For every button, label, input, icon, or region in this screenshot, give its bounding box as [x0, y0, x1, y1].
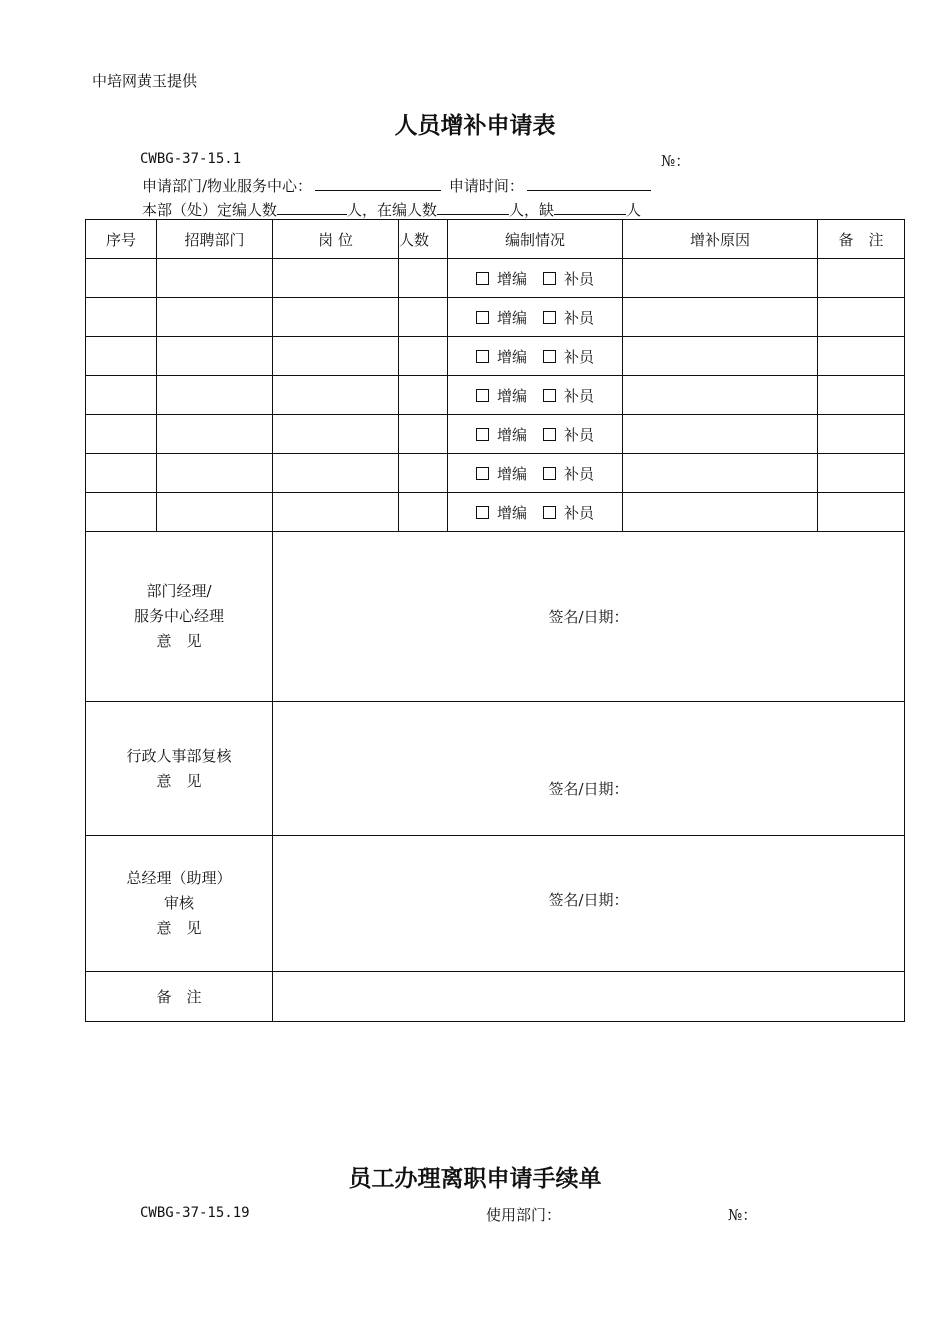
option-add[interactable] [476, 463, 527, 484]
form-title: 人员增补申请表 [394, 113, 556, 139]
cell-position[interactable] [273, 298, 399, 337]
cell-staffing [448, 454, 623, 493]
table-header-row [86, 220, 905, 259]
cell-staffing [448, 337, 623, 376]
option-fill[interactable] [543, 424, 594, 445]
cell-count[interactable] [399, 454, 448, 493]
cell-seq[interactable] [86, 415, 157, 454]
approval-opinion-gm[interactable] [273, 836, 905, 972]
option-fill-label: 补员 [564, 464, 595, 483]
checkbox-icon[interactable] [476, 350, 489, 363]
option-add-label: 增编 [496, 386, 527, 405]
option-add[interactable] [476, 385, 527, 406]
form-number-label: №： [661, 152, 691, 170]
cell-seq[interactable] [86, 376, 157, 415]
form2-code: CWBG-37-15.19 [140, 1205, 250, 1221]
remark-row [86, 972, 905, 1022]
option-add[interactable] [476, 346, 527, 367]
dept-input-line[interactable] [315, 176, 441, 191]
cell-dept[interactable] [157, 454, 273, 493]
cell-reason[interactable] [623, 493, 818, 532]
remark-label: 备 注 [86, 972, 273, 1022]
checkbox-icon[interactable] [543, 272, 556, 285]
table-row [86, 337, 905, 376]
cell-staffing [448, 259, 623, 298]
checkbox-icon[interactable] [476, 311, 489, 324]
cell-dept[interactable] [157, 376, 273, 415]
option-fill[interactable] [543, 385, 594, 406]
approval-row-dept-manager [86, 532, 905, 702]
table-row [86, 454, 905, 493]
approval-label-line: 服务中心经理 [133, 607, 224, 625]
cell-remark[interactable] [818, 493, 905, 532]
option-fill[interactable] [543, 307, 594, 328]
cell-dept[interactable] [157, 415, 273, 454]
cell-position[interactable] [273, 337, 399, 376]
cell-remark[interactable] [818, 337, 905, 376]
option-add-label: 增编 [496, 347, 527, 366]
form2-title: 员工办理离职申请手续单 [348, 1166, 602, 1192]
checkbox-icon[interactable] [476, 389, 489, 402]
cell-count[interactable] [399, 415, 448, 454]
option-fill[interactable] [543, 463, 594, 484]
cell-dept[interactable] [157, 298, 273, 337]
checkbox-icon[interactable] [543, 506, 556, 519]
option-add[interactable] [476, 307, 527, 328]
option-add-label: 增编 [496, 425, 527, 444]
dept-line [142, 175, 654, 196]
col-header-position: 岗 位 [273, 220, 399, 259]
approval-opinion-hr-review[interactable] [273, 702, 905, 836]
cell-remark[interactable] [818, 298, 905, 337]
approval-row-hr-review [86, 702, 905, 836]
col-header-remark: 备 注 [818, 220, 905, 259]
checkbox-icon[interactable] [476, 428, 489, 441]
cell-seq[interactable] [86, 337, 157, 376]
option-fill-label: 补员 [564, 503, 595, 522]
option-add-label: 增编 [496, 503, 527, 522]
option-fill-label: 补员 [564, 347, 595, 366]
cell-reason[interactable] [623, 415, 818, 454]
staff-request-table [85, 219, 905, 1022]
option-add-label: 增编 [496, 464, 527, 483]
checkbox-icon[interactable] [476, 272, 489, 285]
cell-staffing [448, 415, 623, 454]
option-add-label: 增编 [496, 269, 527, 288]
approval-label-line: 审核 [163, 894, 194, 912]
shortage-label: 人，缺 [509, 201, 555, 219]
option-fill-label: 补员 [564, 386, 595, 405]
col-header-staffing: 编制情况 [448, 220, 623, 259]
col-header-count: 人数 [399, 220, 448, 259]
cell-position[interactable] [273, 376, 399, 415]
cell-count[interactable] [399, 337, 448, 376]
option-add[interactable] [476, 502, 527, 523]
option-fill-label: 补员 [564, 308, 595, 327]
cell-dept[interactable] [157, 259, 273, 298]
cell-reason[interactable] [623, 259, 818, 298]
onstaff-input-line[interactable] [437, 200, 509, 215]
checkbox-icon[interactable] [476, 467, 489, 480]
table-row [86, 376, 905, 415]
cell-remark[interactable] [818, 415, 905, 454]
option-add-label: 增编 [496, 308, 527, 327]
approval-row-gm [86, 836, 905, 972]
approval-opinion-dept-manager[interactable] [273, 532, 905, 702]
quota-input-line[interactable] [277, 200, 347, 215]
cell-staffing [448, 376, 623, 415]
checkbox-icon[interactable] [476, 506, 489, 519]
cell-reason[interactable] [623, 454, 818, 493]
col-header-reason: 增补原因 [623, 220, 818, 259]
cell-count[interactable] [399, 298, 448, 337]
approval-label-hr-review [86, 702, 273, 836]
checkbox-icon[interactable] [543, 389, 556, 402]
form2-number-label: №： [728, 1206, 758, 1224]
cell-remark[interactable] [818, 376, 905, 415]
apply-time-label: 申请时间： [448, 177, 524, 195]
cell-dept[interactable] [157, 493, 273, 532]
approval-label-line: 部门经理/ [146, 582, 212, 600]
approval-label-gm [86, 836, 273, 972]
remark-field[interactable] [273, 972, 905, 1022]
provider-header: 中培网黄玉提供 [92, 72, 198, 90]
form2-dept-label: 使用部门： [486, 1206, 562, 1224]
cell-staffing [448, 493, 623, 532]
cell-count[interactable] [399, 493, 448, 532]
checkbox-icon[interactable] [543, 428, 556, 441]
option-fill[interactable] [543, 502, 594, 523]
col-header-dept: 招聘部门 [157, 220, 273, 259]
apply-time-input-line[interactable] [527, 176, 651, 191]
checkbox-icon[interactable] [543, 311, 556, 324]
option-add[interactable] [476, 424, 527, 445]
option-fill[interactable] [543, 346, 594, 367]
cell-remark[interactable] [818, 259, 905, 298]
option-fill[interactable] [543, 268, 594, 289]
onstaff-label: 人，在编人数 [347, 201, 438, 219]
approval-label-line: 行政人事部复核 [126, 747, 232, 765]
cell-reason[interactable] [623, 376, 818, 415]
cell-seq[interactable] [86, 454, 157, 493]
form-code: CWBG-37-15.1 [140, 151, 242, 167]
approval-label-line: 意 见 [156, 772, 202, 790]
cell-count[interactable] [399, 376, 448, 415]
approval-label-line: 意 见 [156, 919, 202, 937]
dept-label: 申请部门/物业服务中心： [142, 177, 313, 195]
table-row [86, 259, 905, 298]
table-row [86, 298, 905, 337]
cell-staffing [448, 298, 623, 337]
approval-label-dept-manager [86, 532, 273, 702]
cell-reason[interactable] [623, 298, 818, 337]
cell-count[interactable] [399, 259, 448, 298]
signature-date-label: 签名/日期： [548, 891, 629, 909]
cell-reason[interactable] [623, 337, 818, 376]
col-header-seq: 序号 [86, 220, 157, 259]
cell-seq[interactable] [86, 493, 157, 532]
approval-label-line: 总经理（助理） [126, 869, 232, 887]
checkbox-icon[interactable] [543, 467, 556, 480]
table-row [86, 415, 905, 454]
signature-date-label: 签名/日期： [548, 780, 629, 798]
cell-seq[interactable] [86, 298, 157, 337]
checkbox-icon[interactable] [543, 350, 556, 363]
shortage-unit: 人 [626, 201, 642, 219]
approval-label-line: 意 见 [156, 632, 202, 650]
cell-remark[interactable] [818, 454, 905, 493]
cell-position[interactable] [273, 259, 399, 298]
cell-position[interactable] [273, 415, 399, 454]
cell-position[interactable] [273, 493, 399, 532]
table-row [86, 493, 905, 532]
quota-line [142, 199, 641, 220]
option-fill-label: 补员 [564, 425, 595, 444]
cell-seq[interactable] [86, 259, 157, 298]
signature-date-label: 签名/日期： [548, 608, 629, 626]
cell-position[interactable] [273, 454, 399, 493]
quota-label: 本部（处）定编人数 [142, 201, 278, 219]
shortage-input-line[interactable] [554, 200, 626, 215]
cell-dept[interactable] [157, 337, 273, 376]
option-fill-label: 补员 [564, 269, 595, 288]
option-add[interactable] [476, 268, 527, 289]
